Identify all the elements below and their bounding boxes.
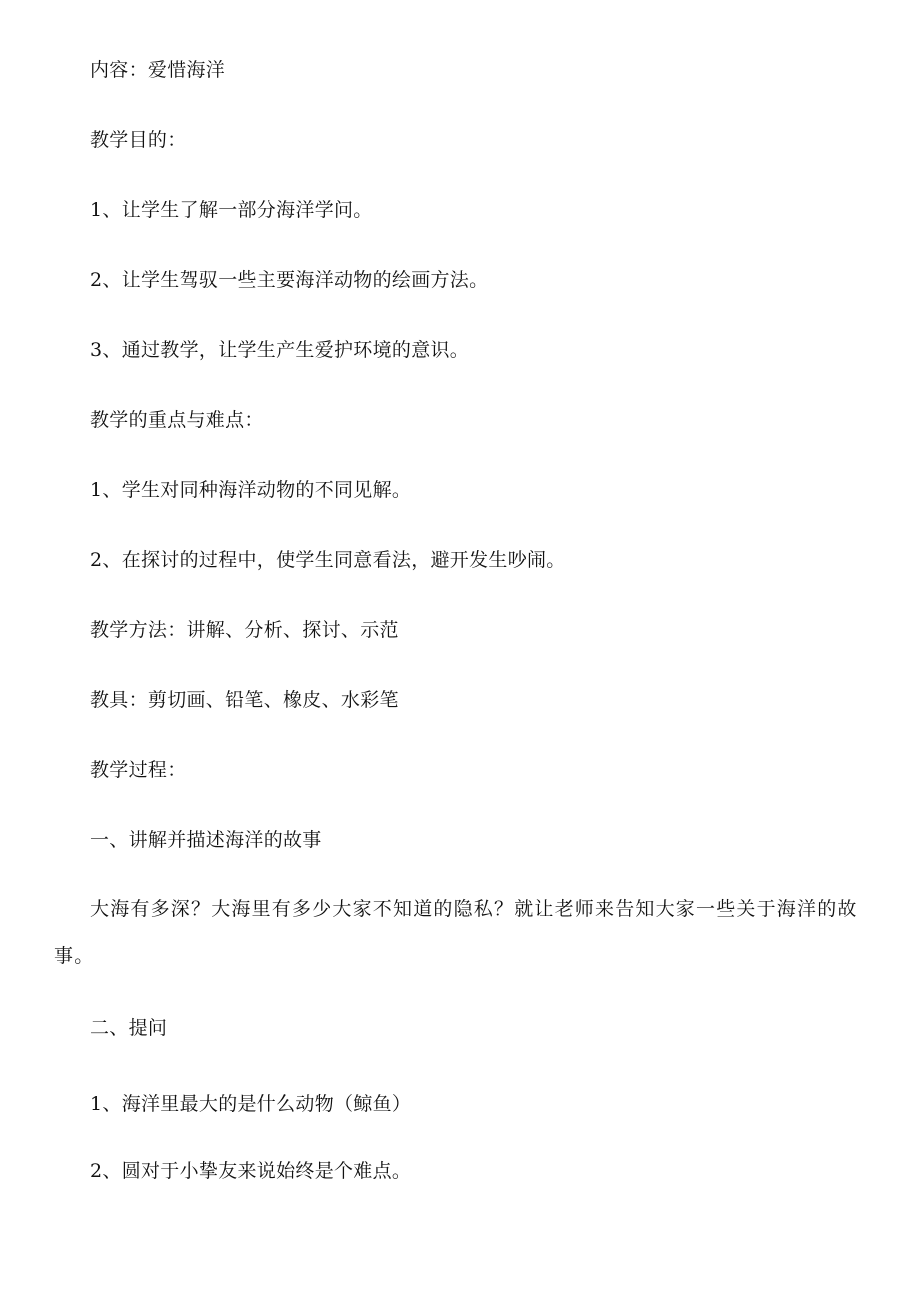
objective-item: 2、让学生驾驭一些主要海洋动物的绘画方法。 xyxy=(90,269,489,291)
objectives-heading: 教学目的： xyxy=(90,129,187,151)
tools-line: 教具：剪切画、铅笔、橡皮、水彩笔 xyxy=(90,689,399,711)
section-two-heading: 二、提问 xyxy=(90,1017,168,1039)
content-line: 内容：爱惜海洋 xyxy=(90,59,226,81)
section-one-paragraph: 大海有多深？大海里有多少大家不知道的隐私？就让老师来告知大家一些关于海洋的故事。 xyxy=(54,898,858,967)
question-item: 1、海洋里最大的是什么动物（鲸鱼） xyxy=(90,1093,412,1115)
key-point-item: 2、在探讨的过程中，使学生同意看法，避开发生吵闹。 xyxy=(90,549,566,571)
methods-line: 教学方法：讲解、分析、探讨、示范 xyxy=(90,619,399,641)
key-points-heading: 教学的重点与难点： xyxy=(90,409,264,431)
key-point-item: 1、学生对同种海洋动物的不同见解。 xyxy=(90,479,412,501)
objective-item: 1、让学生了解一部分海洋学问。 xyxy=(90,199,373,221)
question-item: 2、圆对于小挚友来说始终是个难点。 xyxy=(90,1160,412,1182)
section-one-heading: 一、讲解并描述海洋的故事 xyxy=(90,829,322,851)
process-heading: 教学过程： xyxy=(90,759,187,781)
objective-item: 3、通过教学，让学生产生爱护环境的意识。 xyxy=(90,339,470,361)
